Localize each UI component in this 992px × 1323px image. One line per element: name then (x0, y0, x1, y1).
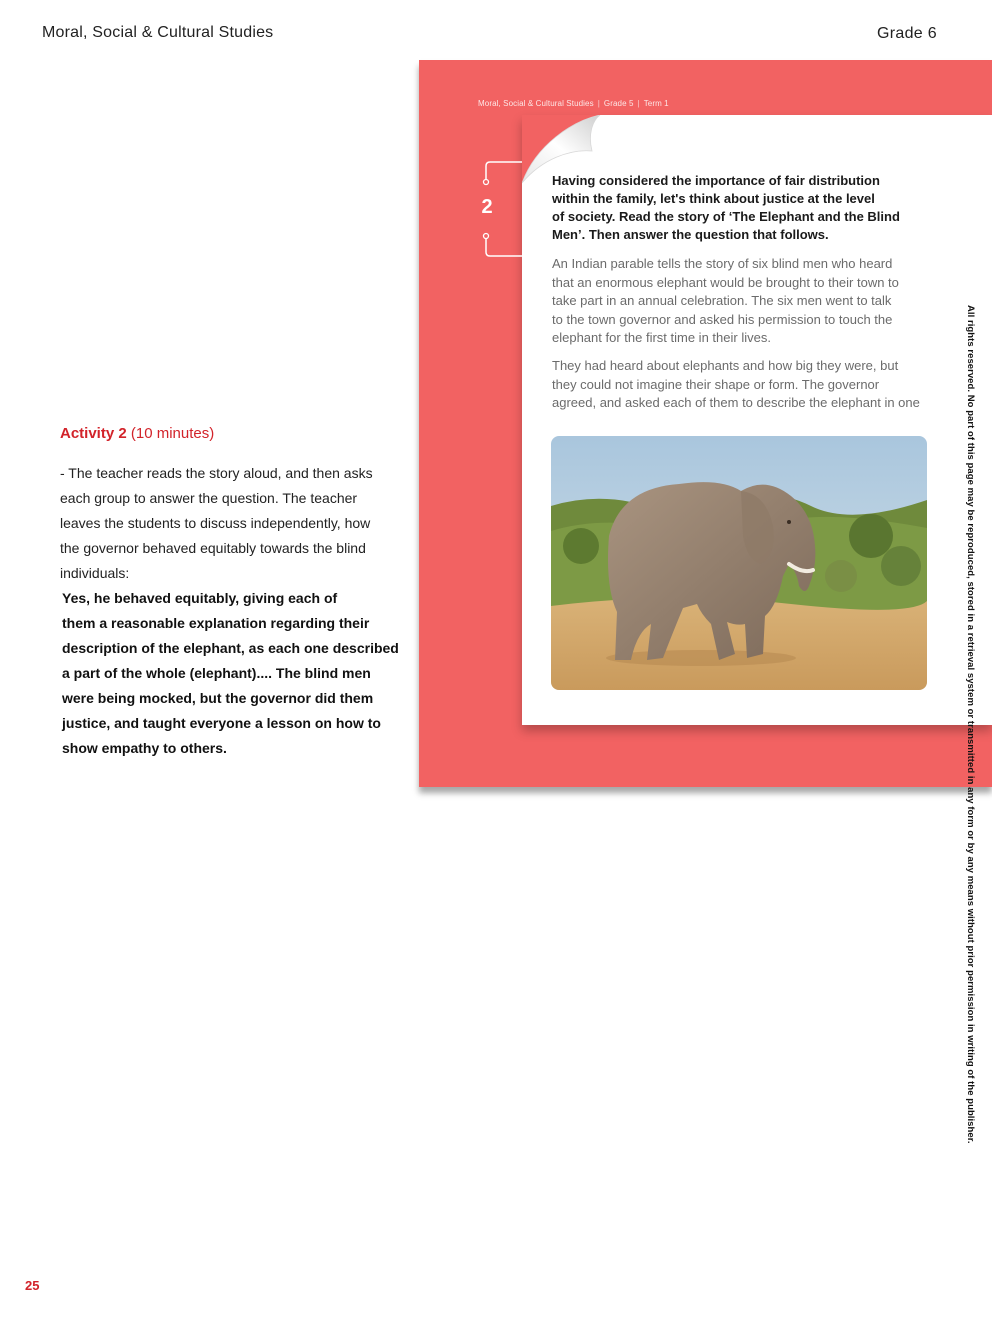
answer-line: were being mocked, but the governor did them (62, 690, 374, 706)
question-line: Men’. Then answer the question that follows. (552, 227, 829, 242)
header-grade: Grade 6 (877, 25, 937, 42)
figure-breadcrumb: Moral, Social & Cultural Studies | Grade 5 | Term 1 (478, 99, 669, 108)
answer-line: justice, and taught everyone a lesson on how to (62, 715, 381, 731)
story-line: elephant for the first time in their lives. (552, 330, 771, 345)
header-subject: Moral, Social & Cultural Studies (42, 24, 274, 41)
answer-line: Yes, he behaved equitably, giving each of (62, 590, 338, 606)
story-line: An Indian parable tells the story of six blind men who heard (552, 256, 893, 271)
story-paragraph-1 (552, 255, 932, 348)
page-number: 25 (25, 1278, 40, 1293)
activity-label: Activity 2 (60, 425, 127, 442)
activity-answer (62, 586, 402, 761)
answer-line: a part of the whole (elephant).... The blind men (62, 665, 371, 681)
instruction-line: the governor behaved equitably towards the blind (60, 540, 366, 556)
figure-question (552, 172, 932, 244)
answer-line: show empathy to others. (62, 740, 227, 756)
story-line: to the town governor and asked his permission to touch the (552, 311, 893, 327)
breadcrumb-subject: Moral, Social & Cultural Studies (478, 99, 594, 108)
elephant-photo (551, 436, 927, 690)
story-line: take part in an annual celebration. The six men went to talk (552, 293, 892, 308)
story-line: they could not imagine their shape or form. The governor (552, 376, 880, 392)
answer-line: description of the elephant, as each one described (62, 640, 399, 656)
answer-line: them a reasonable explanation regarding their (62, 615, 370, 631)
step-number: 2 (481, 196, 493, 218)
instruction-line: - The teacher reads the story aloud, and then asks (60, 465, 373, 481)
question-line: within the family, let's think about justice at the level (552, 191, 875, 206)
story-line: They had heard about elephants and how big they were, but (552, 358, 899, 373)
rights-notice: All rights reserved. No part of this page may be reproduced, stored in a retrieval system or transmitted in any form or by any means without prior permission in writing of the publisher. (965, 305, 976, 1144)
story-line: that an enormous elephant would be brought to their town to (552, 274, 899, 290)
question-line: of society. Read the story of ‘The Elephant and the Blind (552, 209, 900, 224)
activity-instruction (60, 461, 390, 586)
instruction-line: leaves the students to discuss independently, how (60, 515, 371, 531)
story-paragraph-2 (552, 357, 932, 413)
instruction-line: individuals: (60, 565, 130, 581)
breadcrumb-term: Term 1 (643, 99, 669, 108)
breadcrumb-grade: Grade 5 (603, 99, 634, 108)
question-line: Having considered the importance of fair distribution (552, 173, 880, 188)
story-line: agreed, and asked each of them to describe the elephant in one (552, 395, 920, 410)
activity-duration: (10 minutes) (130, 425, 215, 442)
instruction-line: each group to answer the question. The teacher (60, 490, 358, 506)
activity-title (60, 425, 214, 442)
